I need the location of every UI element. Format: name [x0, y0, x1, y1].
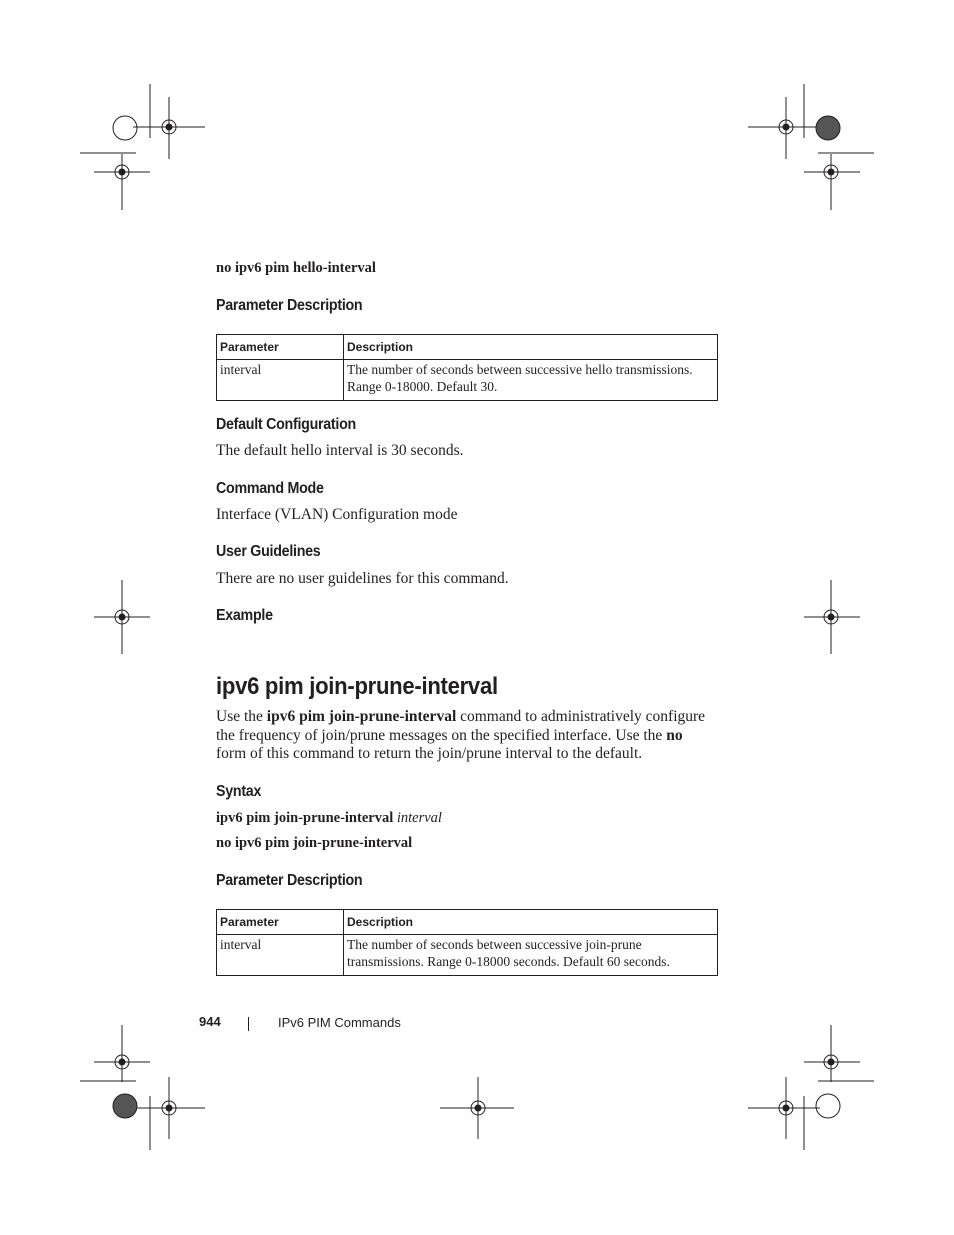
table-header-description: Description — [344, 335, 718, 360]
intro-text: command to administratively configure the frequency of join/prune messages on the specified interface. Use the — [216, 708, 706, 744]
table-cell-desc — [344, 935, 718, 976]
footer-chapter-title: IPv6 PIM Commands — [278, 1015, 401, 1030]
command-mode-text: Interface (VLAN) Configuration mode — [216, 506, 458, 523]
param-description-heading-1: Parameter Description — [216, 297, 363, 314]
syntax-heading: Syntax — [216, 783, 262, 800]
table-cell-desc — [344, 360, 718, 401]
syntax-line-1 — [216, 809, 718, 828]
syntax-line-2: no ipv6 pim join-prune-interval — [216, 835, 413, 851]
syntax-argument: interval — [396, 810, 442, 826]
table-cell-param: interval — [217, 935, 344, 976]
table-cell-desc-line: transmissions. Range 0-18000 seconds. Default 60 seconds. — [347, 954, 670, 969]
user-guidelines-text: There are no user guidelines for this command. — [216, 570, 509, 587]
intro-no-bold: no — [666, 726, 683, 744]
table-row — [217, 935, 718, 976]
table-row — [217, 360, 718, 401]
param-description-heading-2: Parameter Description — [216, 872, 363, 889]
command-mode-heading: Command Mode — [216, 480, 324, 497]
top-syntax-line: no ipv6 pim hello-interval — [216, 260, 376, 276]
user-guidelines-heading: User Guidelines — [216, 543, 321, 560]
param-table-2 — [216, 909, 718, 976]
table-cell-param: interval — [217, 360, 344, 401]
default-config-heading: Default Configuration — [216, 416, 356, 433]
table-header-row — [217, 910, 718, 935]
page-number: 944 — [199, 1014, 221, 1029]
intro-text: Use the — [216, 708, 267, 725]
intro-command-bold: ipv6 pim join-prune-interval — [266, 708, 457, 725]
command-intro-paragraph — [216, 708, 716, 764]
table-header-parameter: Parameter — [217, 910, 344, 935]
table-header-row — [217, 335, 718, 360]
example-heading: Example — [216, 607, 273, 624]
footer-separator — [248, 1017, 249, 1031]
syntax-command: ipv6 pim join-prune-interval — [216, 810, 397, 826]
table-cell-desc-line: Range 0-18000. Default 30. — [347, 379, 498, 394]
table-cell-desc-line: The number of seconds between successive hello transmissions. — [347, 362, 693, 377]
intro-text: form of this command to return the join/prune interval to the default. — [216, 745, 643, 762]
param-table-1 — [216, 334, 718, 401]
table-cell-desc-line: The number of seconds between successive join-prune — [347, 937, 642, 952]
default-config-text: The default hello interval is 30 seconds. — [216, 442, 464, 459]
command-title: ipv6 pim join-prune-interval — [216, 673, 498, 700]
table-header-description: Description — [344, 910, 718, 935]
table-header-parameter: Parameter — [217, 335, 344, 360]
